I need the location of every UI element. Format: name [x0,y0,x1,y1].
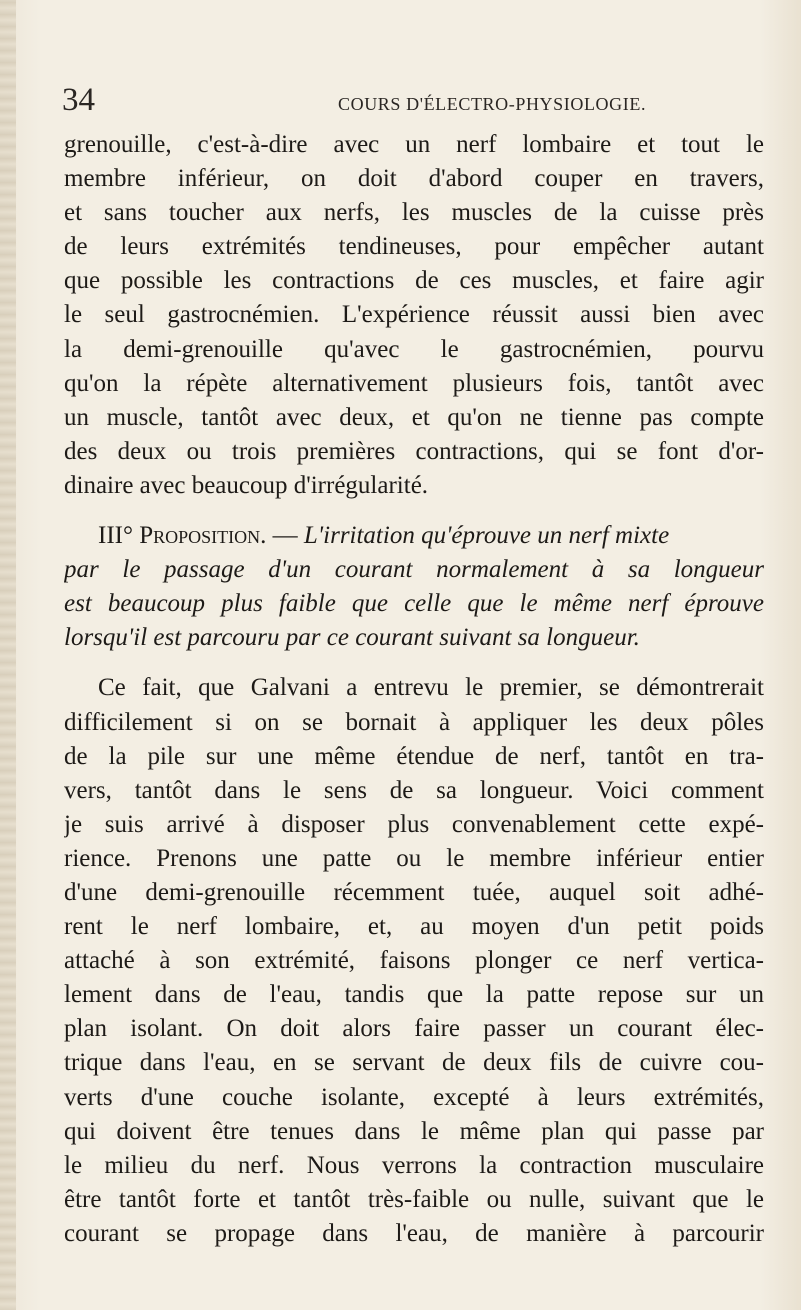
running-head: COURS D'ÉLECTRO-PHYSIOLOGIE. [338,94,647,114]
text-line: un muscle, tantôt avec deux, et qu'on ne tienne pas compte [64,403,764,431]
text-line: que possible les contractions de ces muscles, et faire agir [64,267,764,295]
proposition-text-line: par le passage d'un courant normalement à sa longueur [64,556,764,584]
text-line: difficilement si on se bornait à appliquer les deux pôles [64,708,764,736]
proposition-text: L'irritation qu'éprouve un nerf mixte [303,522,670,550]
paragraph-gap [64,503,764,519]
text-line: d'une demi-grenouille récemment tuée, auquel soit adhé- [64,878,764,906]
proposition-label: III° Proposition. [98,522,267,550]
text-line: courant se propage dans l'eau, de manière à parcourir [64,1219,764,1247]
text-line: être tantôt forte et tantôt très-faible ou nulle, suivant que le [64,1185,764,1213]
paragraph-2 [64,671,764,1251]
text-line: grenouille, c'est-à-dire avec un nerf lombaire et tout le [64,131,764,158]
page-number: 34 [62,82,95,118]
text-line: le milieu du nerf. Nous verrons la contraction musculaire [64,1151,764,1179]
text-line: et sans toucher aux nerfs, les muscles de la cuisse près [64,199,764,227]
proposition-text-line: lorsqu'il est parcouru par ce courant suivant sa longueur. [64,624,640,652]
text-line: trique dans l'eau, en se servant de deux fils de cuivre cou- [64,1049,764,1077]
text-line: vers, tantôt dans le sens de sa longueur. Voici comment [64,776,764,804]
paragraph-gap [64,655,764,671]
text-line: qui doivent être tenues dans le même plan qui passe par [64,1117,764,1145]
proposition-text-line: est beaucoup plus faible que celle que le même nerf éprouve [64,590,764,618]
text-line: des deux ou trois premières contractions, qui se font d'or- [64,437,764,465]
page-binding-edge [0,0,16,1310]
text-line: lement dans de l'eau, tandis que la patte repose sur un [64,981,764,1009]
proposition-first-line [64,519,764,553]
text-line: membre inférieur, on doit d'abord couper en travers, [64,165,764,193]
text-line: la demi-grenouille qu'avec le gastrocnémien, pourvu [64,335,764,363]
text-line: verts d'une couche isolante, excepté à leurs extrémités, [64,1083,764,1111]
text-line: je suis arrivé à disposer plus convenablement cette expé- [64,810,764,838]
text-line: de leurs extrémités tendineuses, pour empêcher autant [64,233,764,261]
text-line: rent le nerf lombaire, et, au moyen d'un petit poids [64,913,764,941]
text-line: de la pile sur une même étendue de nerf, tantôt en tra- [64,742,764,770]
body-text [64,128,764,1251]
text-line: le seul gastrocnémien. L'expérience réussit aussi bien avec [64,301,764,329]
proposition-heading [64,519,764,655]
page-header [62,82,742,122]
text-line: attaché à son extrémité, faisons plonger ce nerf vertica- [64,947,764,975]
text-line: qu'on la répète alternativement plusieurs fois, tantôt avec [64,369,764,397]
proposition-dash: — [266,522,304,550]
text-line: Ce fait, que Galvani a entrevu le premier, se démontrerait [98,674,764,702]
text-line: rience. Prenons une patte ou le membre inférieur entier [64,844,764,872]
text-line: dinaire avec beaucoup d'irrégularité. [64,471,429,499]
text-line: plan isolant. On doit alors faire passer un courant élec- [64,1015,764,1043]
paragraph-1 [64,128,764,503]
